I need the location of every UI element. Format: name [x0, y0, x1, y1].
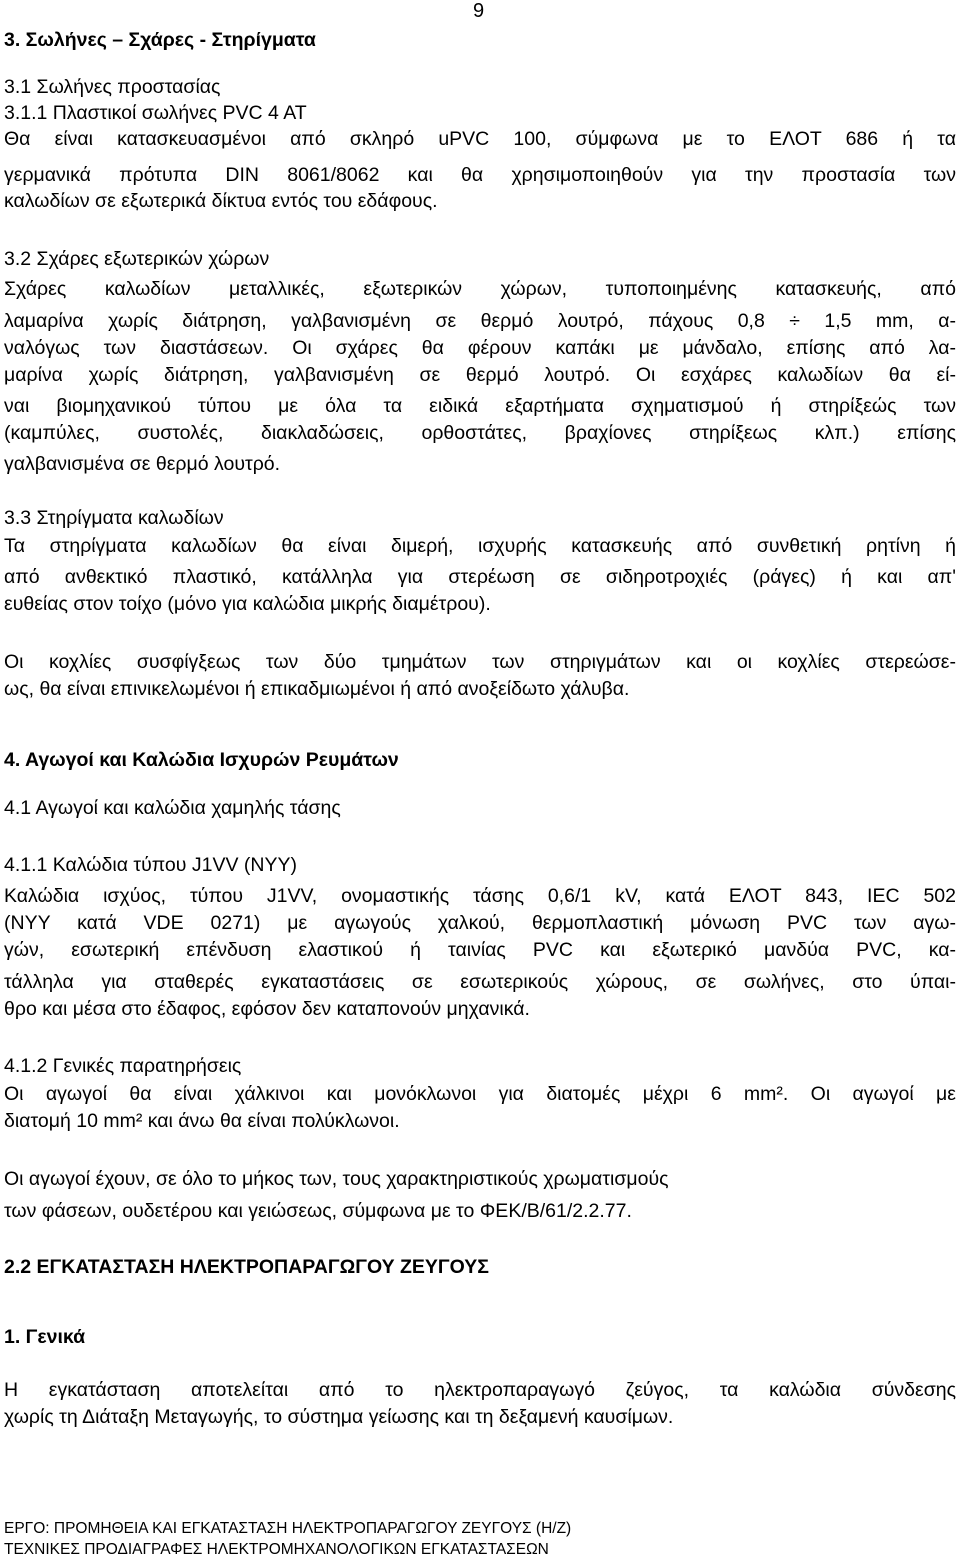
paragraph-line: γαλβανισμένα σε θερμό λουτρό. — [4, 453, 281, 475]
paragraph-line: Οι κοχλίες συσφίγξεως των δύο τμημάτων των στηριγμάτων και οι κοχλίες στερεώσε- — [4, 651, 956, 673]
subsection-heading: 4.1 Αγωγοί και καλώδια χαμηλής τάσης — [4, 797, 341, 819]
subsubsection-heading: 4.1.2 Γενικές παρατηρήσεις — [4, 1055, 242, 1077]
subsection-heading: 3.3 Στηρίγματα καλωδίων — [4, 507, 224, 529]
paragraph-line: Τα στηρίγματα καλωδίων θα είναι διμερή, ισχυρής κατασκευής από συνθετική ρητίνη ή — [4, 535, 956, 557]
paragraph-line: ναλόγως των διαστάσεων. Οι σχάρες θα φέρουν καπάκι με μάνδαλο, επίσης από λα- — [4, 337, 956, 359]
paragraph-line: θρο και μέσα στο έδαφος, εφόσον δεν καταπονούν μηχανικά. — [4, 998, 530, 1020]
paragraph-line: χωρίς τη Διάταξη Μεταγωγής, το σύστημα γείωσης και τη δεξαμενή καυσίμων. — [4, 1406, 674, 1428]
paragraph-line: των φάσεων, ουδετέρου και γειώσεως, σύμφωνα με το ΦΕΚ/Β/61/2.2.77. — [4, 1200, 632, 1222]
paragraph-line: γερμανικά πρότυπα DIN 8061/8062 και θα χρησιμοποιηθούν για την προστασία των — [4, 164, 956, 186]
section-heading: 2.2 ΕΓΚΑΤΑΣΤΑΣΗ ΗΛΕΚΤΡΟΠΑΡΑΓΩΓΟΥ ΖΕΥΓΟΥΣ — [4, 1256, 489, 1278]
paragraph-line: καλωδίων σε εξωτερικά δίκτυα εντός του εδάφους. — [4, 190, 438, 212]
paragraph-line: διατομή 10 mm² και άνω θα είναι πολύκλωνοι. — [4, 1110, 400, 1132]
footer-project-line: ΕΡΓΟ: ΠΡΟΜΗΘΕΙΑ ΚΑΙ ΕΓΚΑΤΑΣΤΑΣΗ ΗΛΕΚΤΡΟΠΑΡΑΓΩΓΟΥ ΖΕΥΓΟΥΣ (Η/Ζ) — [4, 1520, 572, 1537]
paragraph-line: ναι βιομηχανικού τύπου με όλα τα ειδικά εξαρτήματα σχηματισμού ή στηρίξεώς των — [4, 395, 956, 417]
subsection-heading: 3.2 Σχάρες εξωτερικών χώρων — [4, 248, 270, 270]
subsubsection-heading: 3.1.1 Πλαστικοί σωλήνες PVC 4 AT — [4, 102, 307, 124]
paragraph-line: (NYY κατά VDE 0271) με αγωγούς χαλκού, θερμοπλαστική μόνωση PVC των αγω- — [4, 912, 956, 934]
paragraph-line: Καλώδια ισχύος, τύπου J1VV, ονομαστικής τάσης 0,6/1 kV, κατά ΕΛΟΤ 843, IEC 502 — [4, 885, 956, 907]
paragraph-line: Σχάρες καλωδίων μεταλλικές, εξωτερικών χώρων, τυποποιημένης κατασκευής, από — [4, 278, 956, 300]
paragraph-line: τάλληλα για σταθερές εγκαταστάσεις σε εσωτερικούς χώρους, σε σωλήνες, στο ύπαι- — [4, 971, 956, 993]
subsubsection-heading: 4.1.1 Καλώδια τύπου J1VV (NYY) — [4, 854, 297, 876]
paragraph-line: Οι αγωγοί έχουν, σε όλο το μήκος των, τους χαρακτηριστικούς χρωματισμούς — [4, 1168, 669, 1190]
paragraph-line: γών, εσωτερική επένδυση ελαστικού ή ταινίας PVC και εξωτερικό μανδύα PVC, κα- — [4, 939, 956, 961]
section-heading: 3. Σωλήνες – Σχάρες - Στηρίγματα — [4, 29, 316, 51]
paragraph-line: Οι αγωγοί θα είναι χάλκινοι και μονόκλωνοι για διατομές μέχρι 6 mm². Οι αγωγοί με — [4, 1083, 956, 1105]
paragraph-line: ευθείας στον τοίχο (μόνο για καλώδια μικρής διαμέτρου). — [4, 593, 491, 615]
subsection-heading: 3.1 Σωλήνες προστασίας — [4, 76, 221, 98]
section-heading: 1. Γενικά — [4, 1326, 86, 1348]
paragraph-line: ως, θα είναι επινικελωμένοι ή επικαδμιωμένοι ή από ανοξείδωτο χάλυβα. — [4, 678, 630, 700]
paragraph-line: από ανθεκτικό πλαστικό, κατάλληλα για στερέωση σε σιδηροτροχιές (ράγες) ή και απ' — [4, 566, 956, 588]
paragraph-line: μαρίνα χωρίς διάτρηση, γαλβανισμένη σε θερμό λουτρό. Οι εσχάρες καλωδίων θα εί- — [4, 364, 956, 386]
paragraph-line: Η εγκατάσταση αποτελείται από το ηλεκτροπαραγωγό ζεύγος, τα καλώδια σύνδεσης — [4, 1379, 956, 1401]
section-heading: 4. Αγωγοί και Καλώδια Ισχυρών Ρευμάτων — [4, 749, 399, 771]
page-number: 9 — [473, 0, 485, 22]
paragraph-line: (καμπύλες, συστολές, διακλαδώσεις, ορθοστάτες, βραχίονες στηρίξεως κλπ.) επίσης — [4, 422, 956, 444]
footer-spec-line: ΤΕΧΝΙΚΕΣ ΠΡΟΔΙΑΓΡΑΦΕΣ ΗΛΕΚΤΡΟΜΗΧΑΝΟΛΟΓΙΚΩΝ ΕΓΚΑΤΑΣΤΑΣΕΩΝ — [4, 1541, 549, 1558]
paragraph-line: λαμαρίνα χωρίς διάτρηση, γαλβανισμένη σε θερμό λουτρό, πάχους 0,8 ÷ 1,5 mm, α- — [4, 310, 956, 332]
paragraph-line: Θα είναι κατασκευασμένοι από σκληρό uPVC 100, σύμφωνα με το ΕΛΟΤ 686 ή τα — [4, 128, 956, 150]
